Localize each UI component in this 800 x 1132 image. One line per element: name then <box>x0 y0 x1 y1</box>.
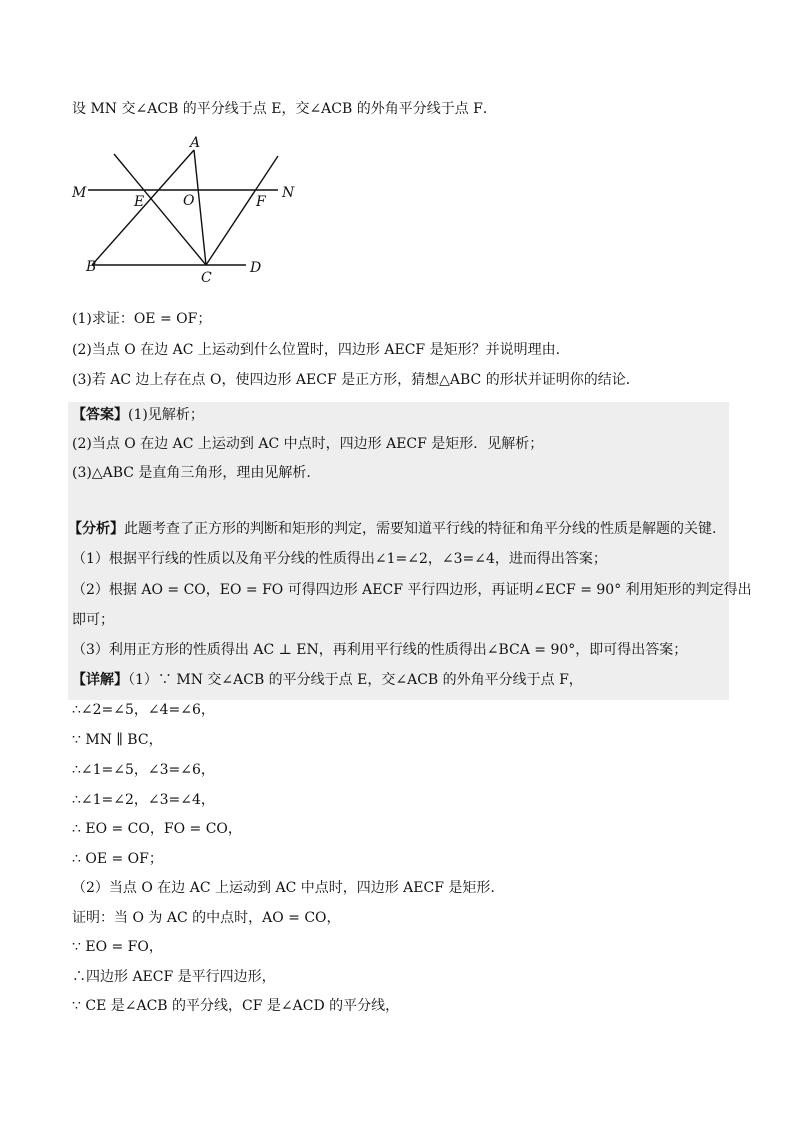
answer-line-1 <box>72 405 204 425</box>
analysis-label: 【分析】 <box>68 521 124 537</box>
segment-ac <box>194 150 206 265</box>
detail-label: 【详解】 <box>72 672 128 688</box>
geometry-figure <box>66 132 306 292</box>
label-n: N <box>282 185 295 201</box>
detail-line-3: ∵ MN ∥ BC， <box>72 732 163 748</box>
analysis-line-1 <box>68 519 716 539</box>
answer-line-3: (3)△ABC 是直角三角形，理由见解析. <box>72 465 311 481</box>
bisector-ce <box>114 154 206 265</box>
detail-line-6: ∴ EO = CO，FO = CO， <box>72 821 242 837</box>
label-b: B <box>86 259 97 275</box>
analysis-text-1: 此题考查了正方形的判断和矩形的判定，需要知道平行线的特征和角平分线的性质是解题的关键. <box>124 521 717 537</box>
problem-intro: 设 MN 交∠ACB 的平分线于点 E，交∠ACB 的外角平分线于点 F． <box>72 101 497 117</box>
label-c: C <box>201 270 212 286</box>
detail-line-7: ∴ OE = OF； <box>72 851 163 867</box>
detail-line-10: ∵ EO = FO， <box>72 939 163 955</box>
question-3: (3)若 AC 边上存在点 O，使四边形 AECF 是正方形，猜想△ABC 的形状并证明你的结论． <box>72 372 640 388</box>
question-2: (2)当点 O 在边 AC 上运动到什么位置时，四边形 AECF 是矩形？并说明理由. <box>72 342 561 358</box>
answer-text-1: (1)见解析； <box>128 407 204 423</box>
detail-line-2: ∴∠2=∠5，∠4=∠6， <box>72 702 215 718</box>
label-f: F <box>256 194 266 210</box>
analysis-line-2: （1）根据平行线的性质以及角平分线的性质得出∠1=∠2，∠3=∠4，进而得出答案； <box>72 551 607 567</box>
detail-line-1 <box>72 670 583 690</box>
detail-line-11: ∴四边形 AECF 是平行四边形， <box>72 969 276 985</box>
answer-line-2: (2)当点 O 在边 AC 上运动到 AC 中点时，四边形 AECF 是矩形．见解析； <box>72 436 544 452</box>
detail-line-9: 证明：当 O 为 AC 的中点时，AO = CO， <box>72 910 341 926</box>
label-m: M <box>72 185 87 201</box>
question-1: (1)求证：OE = OF； <box>72 311 212 327</box>
bisector-cf <box>206 156 278 265</box>
detail-text-1: （1）∵ MN 交∠ACB 的平分线于点 E，交∠ACB 的外角平分线于点 F， <box>128 672 583 688</box>
analysis-line-3: （2）根据 AO = CO，EO = FO 可得四边形 AECF 平行四边形，再证明∠ECF = 90° 利用矩形的判定得出 <box>72 582 752 598</box>
detail-line-4: ∴∠1=∠5，∠3=∠6， <box>72 762 215 778</box>
label-o: O <box>183 193 195 209</box>
detail-line-12: ∵ CE 是∠ACB 的平分线，CF 是∠ACD 的平分线， <box>72 998 400 1014</box>
label-a: A <box>190 135 201 151</box>
answer-label: 【答案】 <box>72 407 128 423</box>
analysis-line-4: 即可； <box>72 612 114 628</box>
detail-line-5: ∴∠1=∠2，∠3=∠4， <box>72 792 215 808</box>
geometry-diagram <box>66 132 306 292</box>
analysis-line-5: （3）利用正方形的性质得出 AC ⊥ EN，再利用平行线的性质得出∠BCA = 90°，即可得出答案； <box>72 642 688 658</box>
label-e: E <box>134 194 145 210</box>
detail-line-8: （2）当点 O 在边 AC 上运动到 AC 中点时，四边形 AECF 是矩形. <box>72 880 495 896</box>
label-d: D <box>250 260 262 276</box>
